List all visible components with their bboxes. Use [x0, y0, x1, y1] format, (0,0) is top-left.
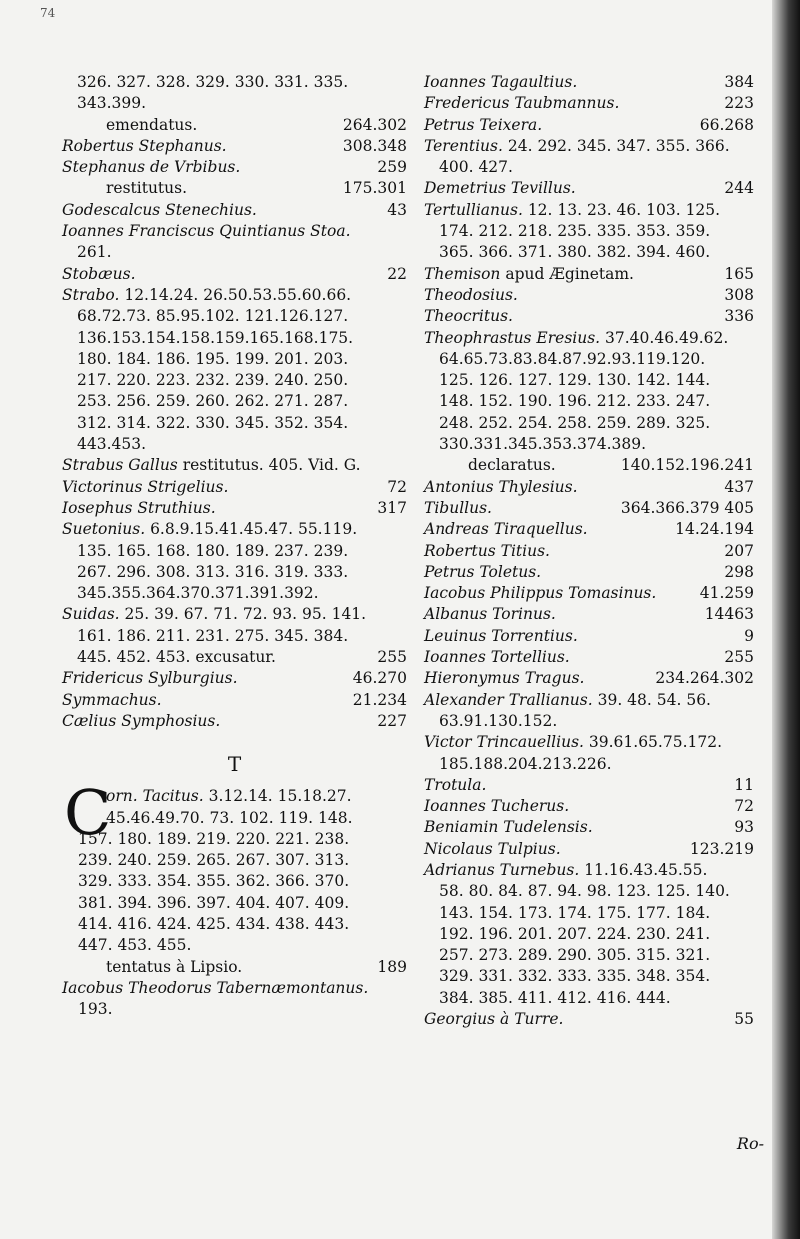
entry-pages: 143. 154. 173. 174. 175. 177. 184. — [439, 903, 711, 922]
entry-page-ref: 9 — [744, 626, 754, 645]
index-entry — [424, 881, 754, 902]
entry-page-ref: 123.219 — [689, 839, 754, 858]
index-entry — [62, 999, 407, 1020]
index-entry — [62, 349, 407, 370]
entry-page-ref: 317 — [377, 498, 407, 517]
entry-name: Fridericus Sylburgius. — [62, 669, 238, 688]
entry-pages: 345.355.364.370.371.391.392. — [77, 584, 319, 603]
entry-name: Iosephus Struthius. — [62, 498, 216, 517]
index-entry — [424, 93, 754, 114]
entry-name: Adrianus Turnebus. — [424, 860, 580, 879]
index-entry — [424, 1009, 754, 1030]
index-entry — [62, 690, 407, 711]
index-entry — [62, 200, 407, 221]
index-entry — [62, 914, 407, 935]
entry-name: Terentius. — [424, 136, 503, 155]
entry-pages: 381. 394. 396. 397. 404. 407. 409. — [78, 893, 350, 912]
index-entry — [62, 72, 407, 93]
entry-name: Ioannes Tagaultius. — [424, 73, 578, 91]
entry-name: Leuinus Torrentius. — [424, 626, 578, 645]
drop-cap: C — [64, 776, 112, 850]
entry-page-ref: 55 — [734, 1010, 754, 1029]
entry-page-ref: 207 — [724, 541, 754, 560]
entry-page-ref: 255 — [377, 648, 407, 667]
entry-pages: 193. — [78, 1000, 113, 1019]
index-entry — [62, 477, 407, 498]
index-entry — [424, 72, 754, 93]
entry-name: Suetonius. — [62, 520, 146, 539]
entry-page-ref: 227 — [377, 711, 407, 730]
index-entry — [424, 413, 754, 434]
entry-pages: 157. 180. 189. 219. 220. 221. 238. — [78, 829, 350, 848]
entry-name: Stobæus. — [62, 264, 136, 283]
entry-name: Robertus Stephanus. — [62, 136, 227, 155]
index-entry — [62, 285, 407, 306]
entry-name: Petrus Teixera. — [424, 115, 543, 134]
index-entry — [424, 903, 754, 924]
entry-pages: 414. 416. 424. 425. 434. 438. 443. — [78, 914, 350, 933]
entry-page-ref: 437 — [724, 477, 754, 496]
entry-pages: 312. 314. 322. 330. 345. 352. 354. — [77, 413, 349, 432]
index-entry — [424, 477, 754, 498]
index-entry — [62, 808, 407, 829]
entry-page-ref: 43 — [387, 200, 407, 219]
entry-page-ref: 22 — [387, 264, 407, 283]
index-entry — [424, 498, 754, 519]
index-entry — [62, 157, 407, 178]
entry-name: Victor Trincauellius. — [424, 733, 584, 752]
entry-page-ref: 264.302 — [342, 115, 407, 134]
index-entry — [62, 413, 407, 434]
entry-pages: restitutus. 405. Vid. G. — [177, 456, 361, 475]
entry-pages: 400. 427. — [439, 158, 513, 177]
index-entry — [62, 935, 407, 956]
entry-name: Albanus Torinus. — [424, 605, 556, 624]
entry-page-ref: 189 — [377, 957, 407, 976]
index-entry — [424, 306, 754, 327]
index-entry — [424, 817, 754, 838]
entry-page-ref: 41.259 — [699, 584, 754, 603]
entry-page-ref: 364.366.379 405 — [620, 498, 754, 517]
entry-name: Trotula. — [424, 775, 487, 794]
entry-page-ref: 298 — [724, 562, 754, 581]
page-mark: 74 — [40, 6, 56, 20]
entry-pages: 239. 240. 259. 265. 267. 307. 313. — [78, 851, 350, 870]
entry-page-ref: 11 — [734, 775, 754, 794]
entry-page-ref: 72 — [387, 477, 407, 496]
entry-page-ref: 93 — [734, 818, 754, 837]
index-entry — [424, 945, 754, 966]
section-letter: T — [227, 752, 242, 777]
entry-pages: 192. 196. 201. 207. 224. 230. 241. — [439, 924, 711, 943]
entry-pages: tentatus à Lipsio. — [106, 957, 243, 976]
entry-pages: 248. 252. 254. 258. 259. 289. 325. — [439, 413, 711, 432]
entry-page-ref: 175.301 — [342, 179, 407, 198]
index-entry — [62, 668, 407, 689]
index-entry — [62, 136, 407, 157]
index-entry — [62, 562, 407, 583]
index-entry — [62, 604, 407, 625]
index-entry — [62, 871, 407, 892]
entry-name: Hieronymus Tragus. — [424, 669, 585, 688]
index-entry — [62, 583, 407, 604]
index-entry — [424, 519, 754, 540]
entry-page-ref: 72 — [734, 797, 754, 816]
catchword: Ro- — [736, 1134, 764, 1153]
index-entry — [424, 583, 754, 604]
index-entry — [62, 626, 407, 647]
entry-pages: 63.91.130.152. — [439, 711, 558, 730]
entry-name: Suidas. — [62, 605, 120, 624]
index-entry — [62, 519, 407, 540]
index-entry — [424, 541, 754, 562]
entry-pages: 257. 273. 289. 290. 305. 315. 321. — [439, 946, 711, 965]
entry-pages: 217. 220. 223. 232. 239. 240. 250. — [77, 371, 349, 390]
index-entry — [62, 264, 407, 285]
index-entry — [424, 668, 754, 689]
index-entry — [424, 285, 754, 306]
entry-name: Theophrastus Eresius. — [424, 328, 601, 347]
entry-name: Godescalcus Stenechius. — [62, 200, 257, 219]
index-entry — [62, 498, 407, 519]
index-entry — [62, 391, 407, 412]
entry-page-ref: 384 — [724, 73, 754, 91]
entry-pages: 6.8.9.15.41.45.47. 55.119. — [145, 520, 358, 539]
left-column — [62, 72, 407, 1020]
index-entry — [62, 647, 407, 668]
index-entry — [62, 957, 407, 978]
index-entry — [424, 690, 754, 711]
entry-pages: 174. 212. 218. 235. 335. 353. 359. — [439, 222, 711, 241]
index-entry — [424, 136, 754, 157]
entry-pages: declaratus. — [468, 456, 556, 475]
index-entry — [424, 626, 754, 647]
index-entry — [424, 264, 754, 285]
entry-name: Iacobus Philippus Tomasinus. — [424, 584, 657, 603]
index-entry — [62, 541, 407, 562]
index-entry — [424, 562, 754, 583]
entry-name: Strabus Gallus — [62, 456, 178, 475]
entry-pages: 161. 186. 211. 231. 275. 345. 384. — [77, 626, 349, 645]
entry-pages: 12. 13. 23. 46. 103. 125. — [522, 200, 721, 219]
entry-pages: 39. 48. 54. 56. — [592, 690, 711, 709]
entry-page-ref: 66.268 — [699, 115, 754, 134]
entry-name: Theodosius. — [424, 285, 518, 304]
entry-pages: restitutus. — [106, 179, 188, 198]
entry-name: Robertus Titius. — [424, 541, 550, 560]
entry-name: Symmachus. — [62, 690, 162, 709]
index-entry — [62, 850, 407, 871]
index-entry — [62, 306, 407, 327]
entry-page-ref: 223 — [724, 94, 754, 113]
entry-name: Ioannes Franciscus Quintianus Stoa. — [62, 222, 351, 241]
index-entry — [424, 242, 754, 263]
index-entry — [424, 860, 754, 881]
entry-page-ref: 234.264.302 — [655, 669, 754, 688]
entry-page-ref: 336 — [724, 307, 754, 326]
entry-pages: 445. 452. 453. excusatur. — [77, 648, 276, 667]
entry-name: Theocritus. — [424, 307, 513, 326]
index-entry — [424, 732, 754, 753]
index-entry — [424, 200, 754, 221]
index-entry — [424, 966, 754, 987]
entry-name: Themison — [424, 264, 501, 283]
index-entry — [424, 924, 754, 945]
entry-pages: 443.453. — [77, 435, 147, 454]
index-entry — [62, 93, 407, 114]
index-entry — [424, 328, 754, 349]
entry-pages: 447. 453. 455. — [78, 936, 192, 955]
right-column — [424, 72, 754, 1030]
entry-pages: 24. 292. 345. 347. 355. 366. — [502, 136, 730, 155]
entry-name: Stephanus de Vrbibus. — [62, 158, 241, 177]
entry-name: Iacobus Theodorus Tabernæmontanus. — [62, 978, 369, 997]
index-entry — [62, 711, 407, 732]
index-entry — [424, 370, 754, 391]
index-entry — [424, 115, 754, 136]
index-entry — [424, 178, 754, 199]
index-entry — [424, 711, 754, 732]
index-entry — [424, 796, 754, 817]
entry-name: Antonius Thylesius. — [424, 477, 578, 496]
entry-pages: 12.14.24. 26.50.53.55.60.66. — [119, 285, 352, 304]
index-entry — [424, 988, 754, 1009]
entry-pages: emendatus. — [106, 115, 198, 134]
entry-pages: 343.399. — [77, 94, 147, 113]
index-entry — [62, 328, 407, 349]
index-entry — [424, 455, 754, 476]
index-entry — [424, 647, 754, 668]
entry-name: Victorinus Strigelius. — [62, 477, 229, 496]
index-entry — [424, 221, 754, 242]
entry-name: Alexander Trallianus. — [424, 690, 593, 709]
index-entry — [62, 370, 407, 391]
entry-name: Tertullianus. — [424, 200, 523, 219]
entry-pages: 58. 80. 84. 87. 94. 98. 123. 125. 140. — [439, 882, 730, 901]
entry-pages: 185.188.204.213.226. — [439, 754, 612, 773]
entry-pages: 3.12.14. 15.18.27. — [203, 787, 352, 806]
entry-page-ref: 244 — [724, 179, 754, 198]
index-entry — [62, 242, 407, 263]
index-entry — [62, 893, 407, 914]
entry-pages: apud Æginetam. — [500, 264, 634, 283]
entry-pages: 68.72.73. 85.95.102. 121.126.127. — [77, 307, 349, 326]
entry-pages: 267. 296. 308. 313. 316. 319. 333. — [77, 562, 349, 581]
entry-pages: 64.65.73.83.84.87.92.93.119.120. — [439, 349, 706, 368]
index-entry — [62, 786, 407, 807]
index-entry — [62, 115, 407, 136]
entry-name: Andreas Tiraquellus. — [424, 520, 588, 539]
entry-page-ref: 140.152.196.241 — [620, 456, 754, 475]
entry-name: Beniamin Tudelensis. — [424, 818, 593, 837]
entry-pages: 136.153.154.158.159.165.168.175. — [77, 328, 354, 347]
entry-name: Strabo. — [62, 285, 120, 304]
entry-page-ref: 308.348 — [342, 136, 407, 155]
index-entry — [424, 754, 754, 775]
page-edge-shadow — [772, 0, 800, 1239]
entry-pages: 37.40.46.49.62. — [600, 328, 729, 347]
entry-name: Tibullus. — [424, 498, 492, 517]
entry-page-ref: 259 — [377, 158, 407, 177]
entry-name: Cælius Symphosius. — [62, 711, 221, 730]
entry-name: Georgius à Turre. — [424, 1010, 564, 1029]
entry-pages: 39.61.65.75.172. — [583, 733, 723, 752]
entry-pages: 365. 366. 371. 380. 382. 394. 460. — [439, 243, 711, 262]
entry-page-ref: 21.234 — [352, 690, 407, 709]
entry-page-ref: 14.24.194 — [675, 520, 754, 539]
entry-name: Demetrius Tevillus. — [424, 179, 576, 198]
entry-pages: 180. 184. 186. 195. 199. 201. 203. — [77, 349, 349, 368]
entry-pages: 330.331.345.353.374.389. — [439, 435, 647, 454]
entry-page-ref: 165 — [724, 264, 754, 283]
tacitus-entry — [62, 776, 407, 1020]
index-entry — [424, 839, 754, 860]
index-entry — [424, 775, 754, 796]
entry-name: Nicolaus Tulpius. — [424, 839, 561, 858]
entry-page-ref: 308 — [724, 285, 754, 304]
entry-page-ref: 14463 — [704, 605, 754, 624]
entry-pages: 148. 152. 190. 196. 212. 233. 247. — [439, 392, 711, 411]
entry-name: Ioannes Tortellius. — [424, 648, 570, 667]
index-entry — [424, 604, 754, 625]
entry-name: Petrus Toletus. — [424, 562, 542, 581]
index-entry — [62, 455, 407, 476]
entry-page-ref: 46.270 — [352, 669, 407, 688]
entry-name: Ioannes Tucherus. — [424, 797, 570, 816]
entry-pages: 11.16.43.45.55. — [579, 860, 708, 879]
index-entry — [424, 434, 754, 455]
index-entry — [62, 178, 407, 199]
entry-pages: 326. 327. 328. 329. 330. 331. 335. — [77, 73, 349, 91]
entry-pages: 125. 126. 127. 129. 130. 142. 144. — [439, 371, 711, 390]
index-entry — [424, 349, 754, 370]
index-entry — [424, 391, 754, 412]
entry-pages: 329. 333. 354. 355. 362. 366. 370. — [78, 872, 350, 891]
entry-pages: 25. 39. 67. 71. 72. 93. 95. 141. — [119, 605, 367, 624]
entry-pages: 253. 256. 259. 260. 262. 271. 287. — [77, 392, 349, 411]
entry-pages: 329. 331. 332. 333. 335. 348. 354. — [439, 967, 711, 986]
entry-page-ref: 255 — [724, 648, 754, 667]
index-entry — [62, 829, 407, 850]
index-entry — [424, 157, 754, 178]
index-entry — [62, 434, 407, 455]
entry-pages: 261. — [77, 243, 112, 262]
entry-name: Fredericus Taubmannus. — [424, 94, 620, 113]
entry-pages: 45.46.49.70. 73. 102. 119. 148. — [106, 808, 353, 827]
index-entry — [62, 221, 407, 242]
index-entry — [62, 978, 407, 999]
entry-name: orn. Tacitus. — [106, 787, 204, 806]
entry-pages: 384. 385. 411. 412. 416. 444. — [439, 988, 671, 1007]
entry-pages: 135. 165. 168. 180. 189. 237. 239. — [77, 541, 349, 560]
